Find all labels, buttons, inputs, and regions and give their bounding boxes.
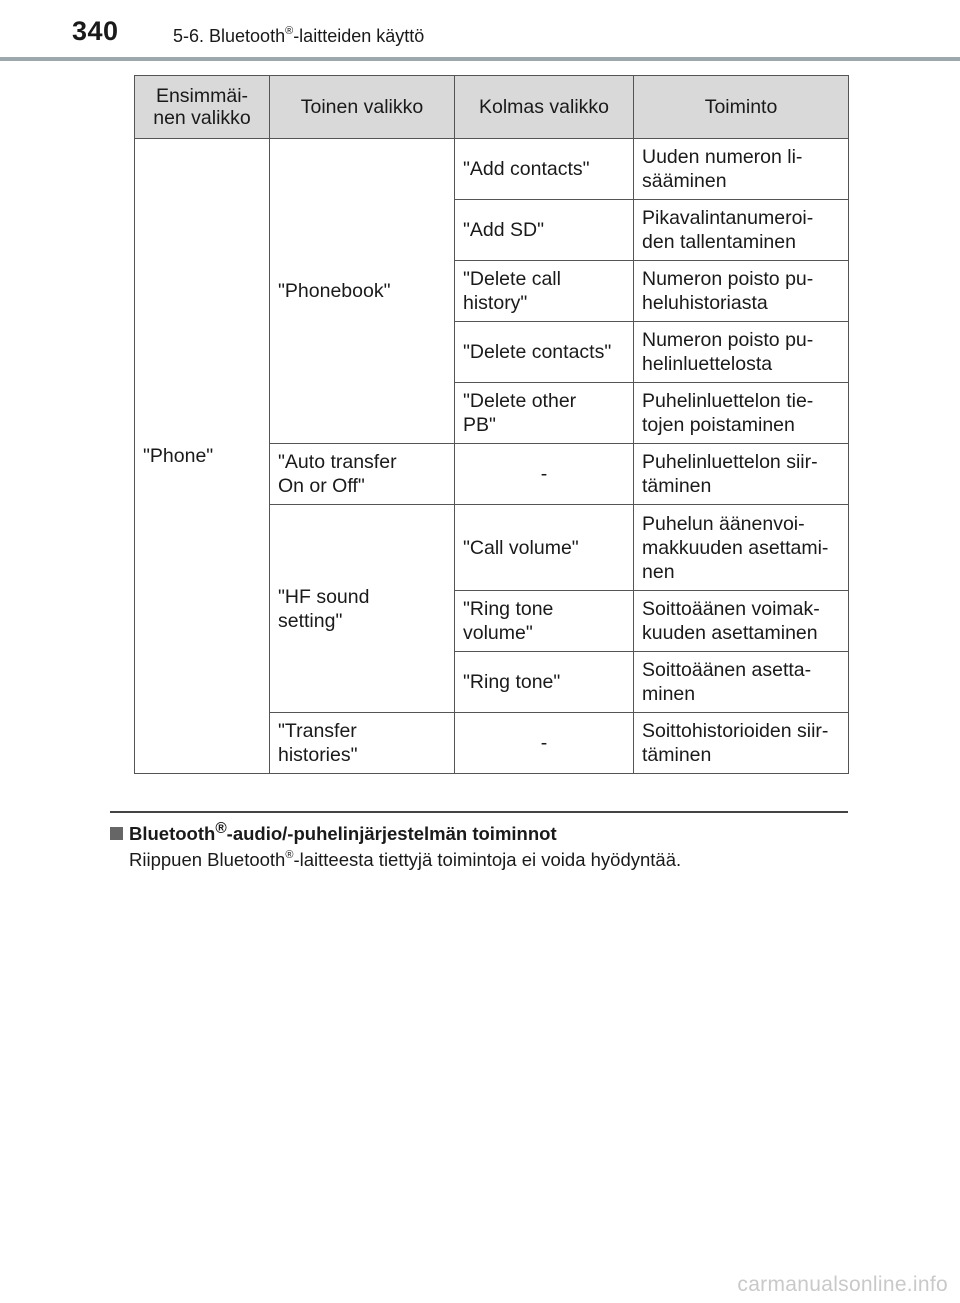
third-menu-cell: "Call volume": [455, 505, 634, 591]
column-header: Toinen valikko: [270, 76, 455, 139]
function-cell: Numeron poisto pu- heluhistoriasta: [634, 261, 849, 322]
third-menu-cell: -: [455, 713, 634, 774]
subsection-body: Riippuen Bluetooth®-laitteesta tiettyjä toimintoja ei voida hyödyntää.: [129, 849, 682, 870]
second-menu-cell: "HF sound setting": [270, 505, 455, 713]
second-menu-cell: "Phonebook": [270, 139, 455, 444]
function-cell: Uuden numeron li- sääminen: [634, 139, 849, 200]
function-cell: Puhelun äänenvoi- makkuuden asettami- nen: [634, 505, 849, 591]
column-header: Toiminto: [634, 76, 849, 139]
second-menu-cell: "Auto transfer On or Off": [270, 444, 455, 505]
function-cell: Puhelinluettelon tie- tojen poistaminen: [634, 383, 849, 444]
first-menu-cell: "Phone": [135, 139, 270, 774]
function-cell: Numeron poisto pu- helinluettelosta: [634, 322, 849, 383]
function-cell: Soittoäänen voimak- kuuden asettaminen: [634, 591, 849, 652]
third-menu-cell: "Delete call history": [455, 261, 634, 322]
third-menu-cell: -: [455, 444, 634, 505]
watermark: carmanualsonline.info: [737, 1273, 948, 1296]
column-header: Ensimmäi- nen valikko: [135, 76, 270, 139]
page-number: 340: [72, 16, 119, 46]
column-header: Kolmas valikko: [455, 76, 634, 139]
subsection-heading: Bluetooth®-audio/-puhelinjärjestelmän toiminnot: [110, 820, 557, 845]
third-menu-cell: "Ring tone volume": [455, 591, 634, 652]
third-menu-cell: "Delete other PB": [455, 383, 634, 444]
third-menu-cell: "Ring tone": [455, 652, 634, 713]
header-divider: [0, 57, 960, 61]
function-cell: Soittoäänen asetta- minen: [634, 652, 849, 713]
table-header-row: [135, 76, 849, 139]
section-title: 5-6. Bluetooth®-laitteiden käyttö: [173, 25, 425, 46]
second-menu-cell: "Transfer histories": [270, 713, 455, 774]
function-cell: Pikavalintanumeroi- den tallentaminen: [634, 200, 849, 261]
third-menu-cell: "Add contacts": [455, 139, 634, 200]
third-menu-cell: "Add SD": [455, 200, 634, 261]
subsection-divider: [110, 811, 848, 813]
square-bullet-icon: [110, 827, 123, 840]
function-cell: Soittohistorioiden siir- täminen: [634, 713, 849, 774]
third-menu-cell: "Delete contacts": [455, 322, 634, 383]
menu-table: [134, 75, 849, 774]
function-cell: Puhelinluettelon siir- täminen: [634, 444, 849, 505]
table-row: [135, 139, 849, 200]
